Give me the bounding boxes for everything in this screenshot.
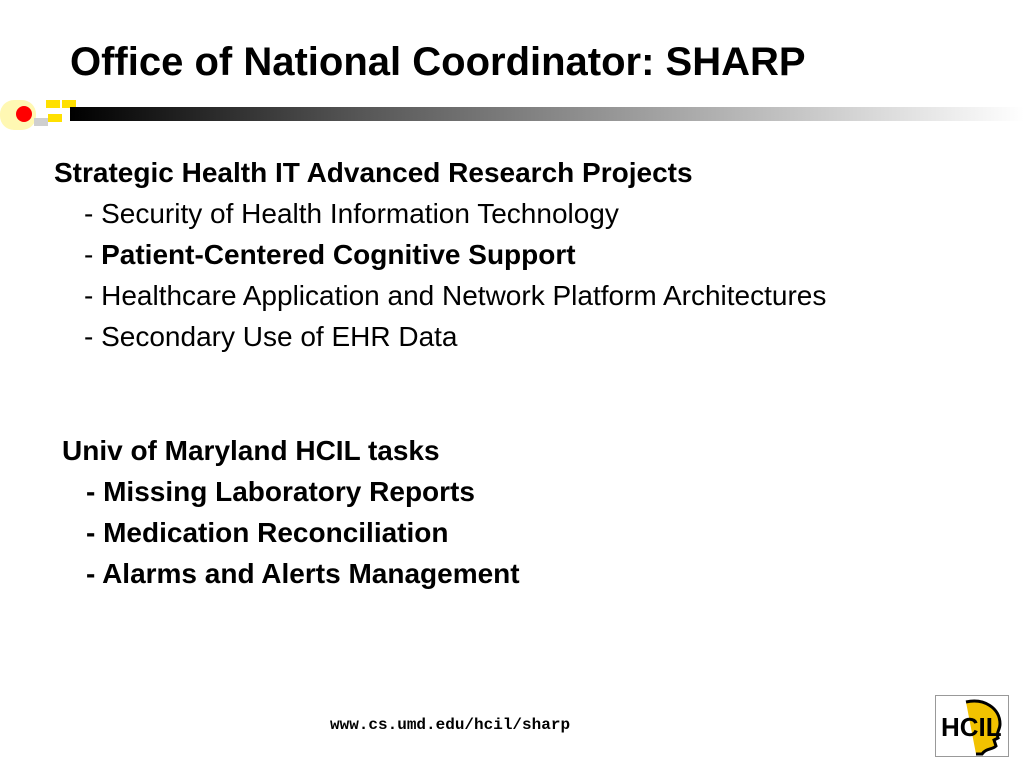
yellow-square-decoration — [48, 114, 62, 122]
hcil-logo-text: HCIL — [941, 712, 1002, 742]
hcil-tasks-section — [62, 430, 520, 594]
sharp-projects-section — [54, 152, 826, 357]
yellow-square-decoration — [46, 100, 60, 108]
title-underline-bar — [70, 107, 1024, 121]
sharp-projects-heading: Strategic Health IT Advanced Research Projects — [54, 157, 693, 188]
list-item: - Missing Laboratory Reports — [86, 476, 475, 507]
list-item: - Medication Reconciliation — [86, 517, 449, 548]
list-item: - Secondary Use of EHR Data — [84, 321, 458, 352]
footer-url-link[interactable]: www.cs.umd.edu/hcil/sharp — [330, 716, 571, 734]
hcil-logo — [935, 695, 1009, 757]
grey-square-decoration — [34, 118, 48, 126]
slide-title: Office of National Coordinator: SHARP — [70, 40, 806, 84]
list-item: - Patient-Centered Cognitive Support — [84, 239, 576, 270]
list-item: - Security of Health Information Technology — [84, 198, 619, 229]
red-dot-decoration — [16, 106, 32, 122]
list-item: - Healthcare Application and Network Platform Architectures — [84, 280, 827, 311]
list-item: - Alarms and Alerts Management — [86, 558, 520, 589]
hcil-tasks-heading: Univ of Maryland HCIL tasks — [62, 435, 440, 466]
